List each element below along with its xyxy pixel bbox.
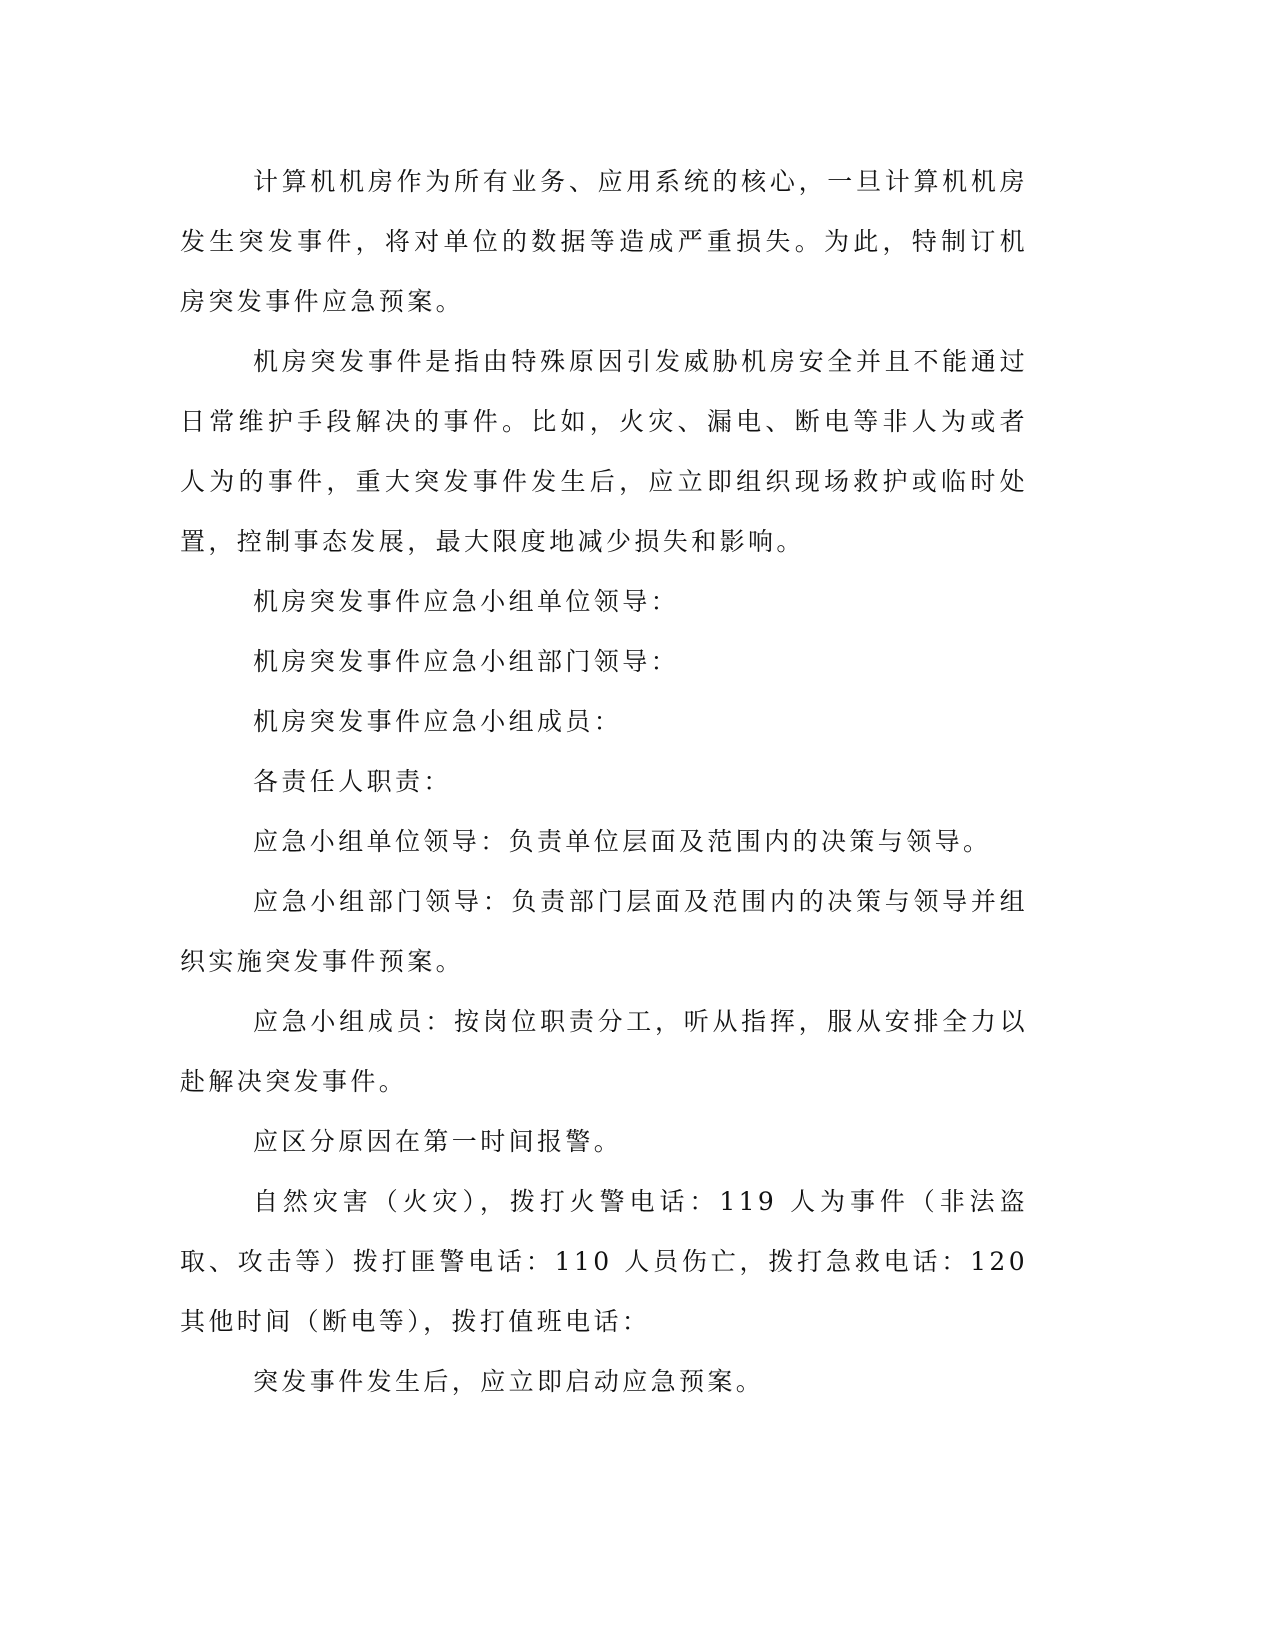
paragraph-activate-plan: 突发事件发生后，应立即启动应急预案。	[253, 1367, 765, 1396]
paragraph-definition: 机房突发事件是指由特殊原因引发威胁机房安全并且不能通过日常维护手段解决的事件。比如，火灾、漏电、断电等非人为或者人为的事件，重大突发事件发生后，应立即组织现场救护或临时处置，控制事态发展，最大限度地减少损失和影响。	[180, 347, 1028, 556]
paragraph-dept-leader-duty: 应急小组部门领导：负责部门层面及范围内的决策与领导并组织实施突发事件预案。	[180, 887, 1028, 976]
paragraph-members: 机房突发事件应急小组成员：	[253, 707, 623, 736]
paragraph-unit-leader: 机房突发事件应急小组单位领导：	[253, 587, 680, 616]
paragraph-unit-leader-duty: 应急小组单位领导：负责单位层面及范围内的决策与领导。	[253, 827, 992, 856]
document-body	[180, 152, 1028, 1412]
paragraph-dept-leader: 机房突发事件应急小组部门领导：	[253, 647, 680, 676]
paragraph-intro: 计算机机房作为所有业务、应用系统的核心，一旦计算机机房发生突发事件，将对单位的数据等造成严重损失。为此，特制订机房突发事件应急预案。	[180, 167, 1028, 316]
paragraph-report-alarm: 应区分原因在第一时间报警。	[253, 1127, 623, 1156]
paragraph-emergency-numbers: 自然灾害（火灾），拨打火警电话：119 人为事件（非法盗取、攻击等）拨打匪警电话：110 人员伤亡，拨打急救电话：120 其他时间（断电等），拨打值班电话：	[180, 1187, 1028, 1336]
paragraph-responsibilities-heading: 各责任人职责：	[253, 767, 452, 796]
paragraph-members-duty: 应急小组成员：按岗位职责分工，听从指挥，服从安排全力以赴解决突发事件。	[180, 1007, 1028, 1096]
